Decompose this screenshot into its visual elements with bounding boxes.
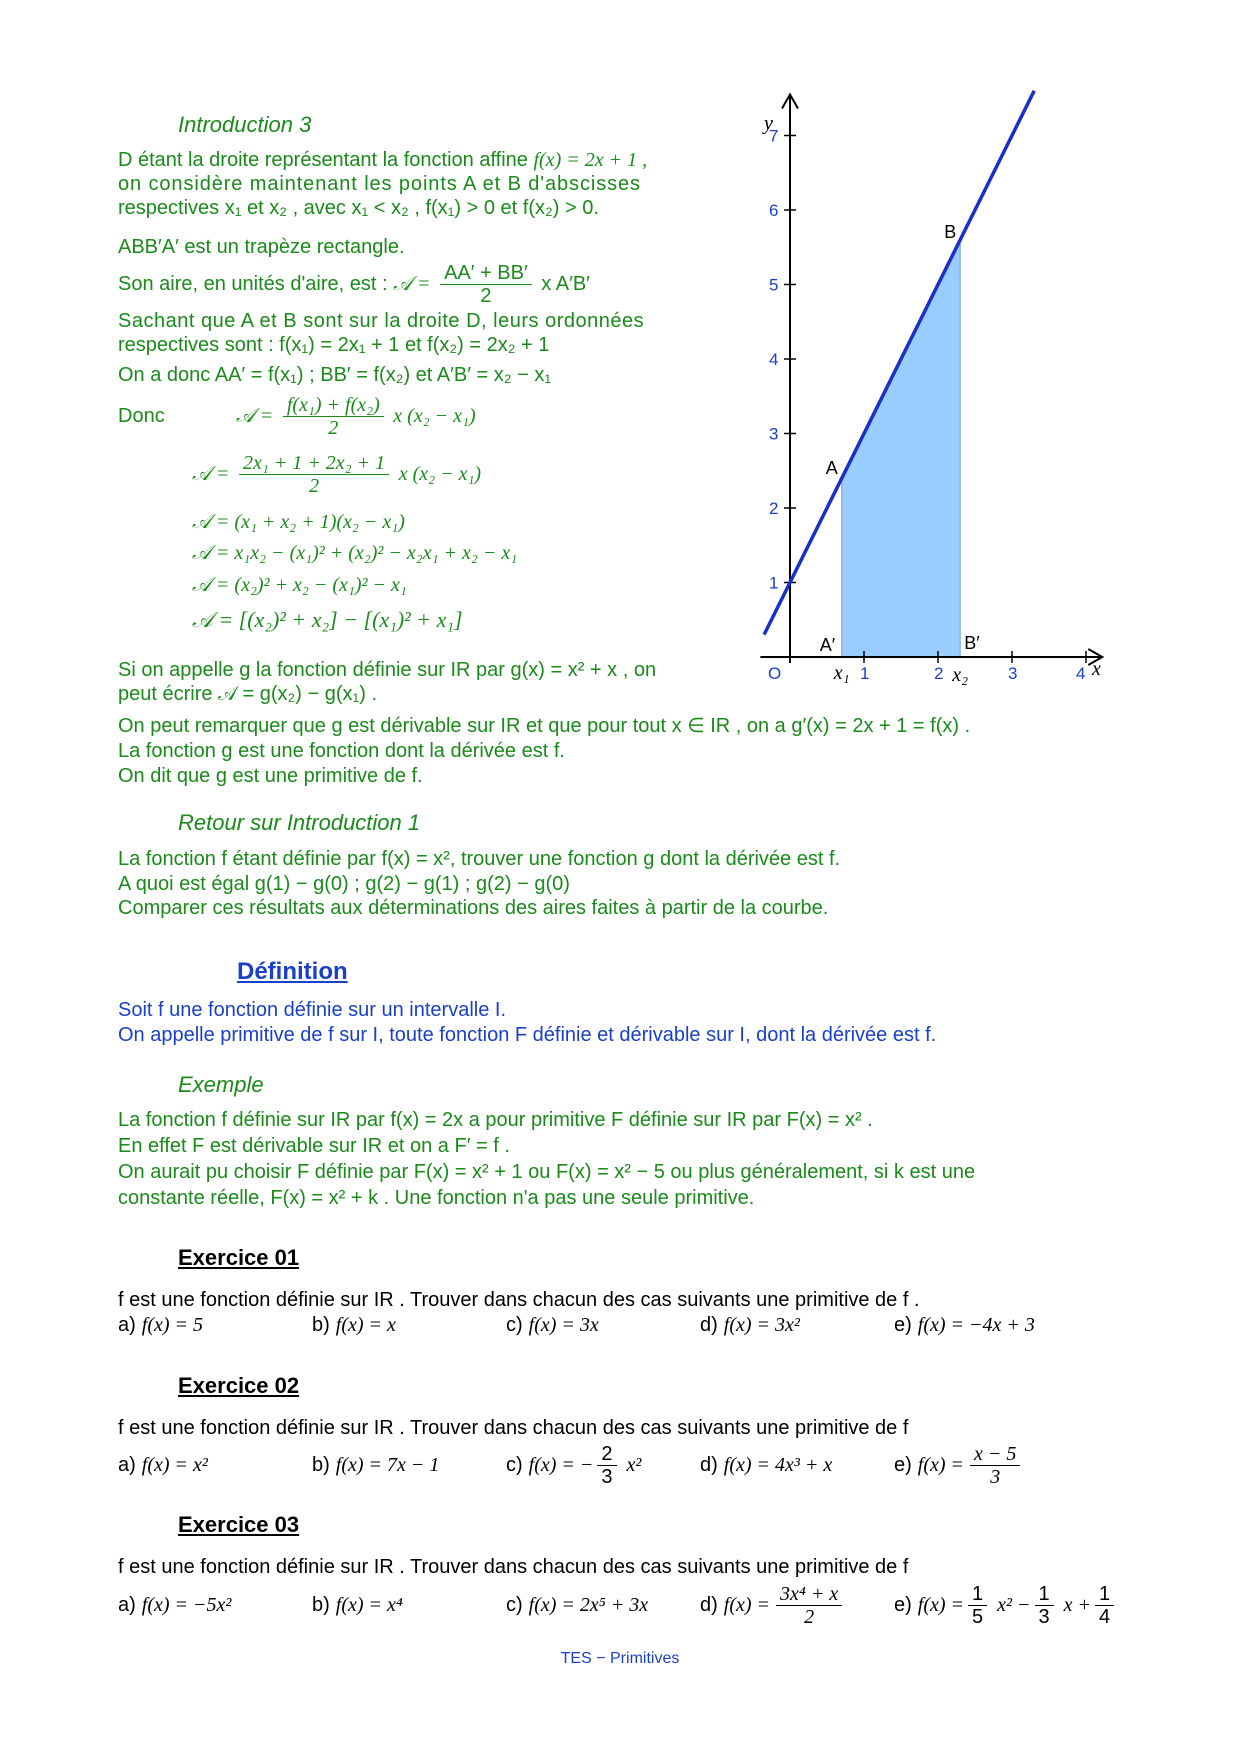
retour-l3: Comparer ces résultats aux déterminations des aires faites à partir de la courbe. bbox=[118, 897, 829, 919]
fraction-denominator: 2 bbox=[804, 1605, 815, 1628]
ex02-item-a bbox=[118, 1440, 312, 1490]
y-ticks bbox=[769, 127, 796, 593]
item-label: b) bbox=[312, 1314, 330, 1336]
fraction-numerator: 2x₁ + 1 + 2x₂ + 1 bbox=[239, 452, 389, 475]
affine-function-graph bbox=[750, 80, 1130, 700]
fraction-numerator: x − 5 bbox=[970, 1443, 1020, 1466]
item-label: a) bbox=[118, 1593, 136, 1616]
ex03-statement: f est une fonction définie sur IR . Trouver dans chacun des cas suivants une primitive de f bbox=[118, 1556, 909, 1578]
intro3-p3-text: Son aire, en unités d'aire, est : bbox=[118, 273, 388, 295]
area-symbol: 𝒜 = bbox=[235, 405, 274, 427]
intro3-eq2 bbox=[192, 450, 481, 498]
point-A-label: A bbox=[825, 458, 838, 479]
ex03-item-b bbox=[312, 1580, 506, 1630]
intro3-area-formula bbox=[118, 262, 590, 307]
point-Bprime-label: B′ bbox=[964, 633, 980, 653]
definition-l1: Soit f une fonction définie sur un intervalle I. bbox=[118, 999, 507, 1021]
ex03-item-c bbox=[506, 1580, 700, 1630]
exemple-l4: constante réelle, F(x) = x² + k . Une fonction n'a pas une seule primitive. bbox=[118, 1187, 755, 1209]
item-expr: f(x) = 2x⁵ + 3x bbox=[528, 1593, 649, 1616]
intro3-p4-line1: Sachant que A et B sont sur la droite D, leurs ordonnées bbox=[118, 310, 645, 332]
y-tick-label: 7 bbox=[769, 126, 779, 146]
item-expr-mid: x² − bbox=[997, 1593, 1031, 1616]
ex01-item-b bbox=[312, 1314, 506, 1337]
ex03-items bbox=[118, 1580, 1138, 1630]
item-expr: f(x) = x⁴ bbox=[335, 1593, 403, 1616]
y-tick-label: 6 bbox=[769, 201, 779, 220]
item-fraction bbox=[970, 1443, 1020, 1488]
intro3-p1-formula: f(x) = 2x + 1 , bbox=[533, 149, 648, 171]
exemple-l1: La fonction f définie sur IR par f(x) = 2x a pour primitive F définie sur IR par F(x) = x² . bbox=[118, 1109, 873, 1131]
ex01-items bbox=[118, 1314, 1138, 1337]
ex02-title: Exercice 02 bbox=[178, 1373, 300, 1398]
ex01-item-d bbox=[700, 1314, 894, 1337]
footer: TES − Primitives bbox=[560, 1650, 680, 1667]
point-B-label: B bbox=[944, 221, 957, 242]
item-expr: f(x) = bbox=[917, 1593, 965, 1616]
item-label: d) bbox=[700, 1314, 718, 1336]
x-tick-label: 3 bbox=[1008, 664, 1018, 683]
item-expr: f(x) = −5x² bbox=[141, 1593, 232, 1616]
fraction-numerator: 1 bbox=[968, 1583, 987, 1606]
fraction-denominator: 3 bbox=[990, 1465, 1001, 1488]
intro3-p5: On a donc AA′ = f(x₁) ; BB′ = f(x₂) et A′B′ = x₂ − x₁ bbox=[118, 364, 552, 386]
x-tick-label: 1 bbox=[860, 664, 870, 683]
intro3-p6-line2: peut écrire 𝒜 = g(x₂) − g(x₁) . bbox=[118, 683, 378, 705]
y-tick-label: 1 bbox=[769, 573, 779, 593]
eq1-fraction bbox=[283, 394, 384, 439]
fraction-numerator: 3x⁴ + x bbox=[776, 1583, 842, 1606]
eq2-fraction bbox=[239, 452, 389, 497]
intro3-eq5: 𝒜 = (x₂)² + x₂ − (x₁)² − x₁ bbox=[192, 574, 407, 596]
fraction-denominator: 5 bbox=[972, 1605, 984, 1628]
item-label: d) bbox=[700, 1453, 718, 1476]
item-expr-tail: x² bbox=[626, 1453, 642, 1476]
ex01-title: Exercice 01 bbox=[178, 1245, 300, 1270]
exemple-title: Exemple bbox=[178, 1072, 264, 1097]
y-axis-label: y bbox=[764, 112, 773, 135]
item-fraction bbox=[1035, 1583, 1054, 1628]
trapezoid-area bbox=[842, 240, 960, 657]
item-fraction bbox=[597, 1443, 616, 1488]
item-expr: f(x) = −4x + 3 bbox=[917, 1314, 1035, 1336]
item-fraction bbox=[1095, 1583, 1114, 1628]
intro3-title: Introduction 3 bbox=[178, 112, 312, 137]
area-symbol: 𝒜 = bbox=[192, 463, 230, 485]
fraction-numerator: 1 bbox=[1095, 1583, 1114, 1606]
item-label: a) bbox=[118, 1314, 136, 1336]
intro3-eq3: 𝒜 = (x₁ + x₂ + 1)(x₂ − x₁) bbox=[192, 511, 405, 533]
ex01-item-c bbox=[506, 1314, 700, 1337]
intro3-p4-line2: respectives sont : f(x₁) = 2x₁ + 1 et f(x₂) = 2x₂ + 1 bbox=[118, 334, 550, 356]
item-expr: f(x) = 7x − 1 bbox=[335, 1453, 440, 1476]
ex02-item-d bbox=[700, 1440, 894, 1490]
fraction-denominator: 2 bbox=[328, 417, 339, 440]
item-expr: f(x) = 3x bbox=[528, 1314, 599, 1336]
fraction-denominator: 2 bbox=[309, 475, 320, 498]
intro3-p2: ABB′A′ est un trapèze rectangle. bbox=[118, 236, 405, 258]
x2-label: x₂ bbox=[952, 664, 969, 686]
fraction-denominator: 2 bbox=[480, 285, 492, 308]
intro3-p9: On dit que g est une primitive de f. bbox=[118, 765, 423, 787]
definition-l2: On appelle primitive de f sur I, toute fonction F définie et dérivable sur I, dont la dérivée est f. bbox=[118, 1024, 937, 1046]
retour-title: Retour sur Introduction 1 bbox=[178, 810, 421, 835]
retour-l2: A quoi est égal g(1) − g(0) ; g(2) − g(1) ; g(2) − g(0) bbox=[118, 873, 570, 895]
area-symbol: 𝒜 = bbox=[393, 273, 431, 295]
intro3-eq1 bbox=[118, 392, 476, 440]
eq1-right: x (x₂ − x₁) bbox=[393, 405, 476, 427]
item-expr-mid: x + bbox=[1063, 1593, 1092, 1616]
fraction-numerator: AA′ + BB′ bbox=[440, 262, 532, 285]
ex02-statement: f est une fonction définie sur IR . Trouver dans chacun des cas suivants une primitive de f bbox=[118, 1417, 909, 1439]
definition-title: Définition bbox=[237, 958, 348, 985]
intro3-p8: La fonction g est une fonction dont la dérivée est f. bbox=[118, 740, 565, 762]
fraction-numerator: 1 bbox=[1035, 1583, 1054, 1606]
intro3-p1-text: D étant la droite représentant la fonction affine bbox=[118, 149, 528, 171]
ex03-item-e bbox=[894, 1580, 1134, 1630]
ex02-item-c bbox=[506, 1440, 700, 1490]
item-label: d) bbox=[700, 1593, 718, 1616]
intro3-eq6: 𝒜 = [(x₂)² + x₂] − [(x₁)² + x₁] bbox=[192, 607, 463, 632]
item-fraction bbox=[776, 1583, 842, 1628]
point-Aprime-label: A′ bbox=[819, 635, 836, 655]
item-expr: f(x) = x² bbox=[141, 1453, 208, 1476]
intro3-p1-line3: respectives x₁ et x₂ , avec x₁ < x₂ , f(x₁) > 0 et f(x₂) > 0. bbox=[118, 197, 599, 219]
intro3-p6-line1: Si on appelle g la fonction définie sur IR par g(x) = x² + x , on bbox=[118, 659, 657, 681]
ex02-item-e bbox=[894, 1440, 1088, 1490]
fraction-denominator: 4 bbox=[1099, 1605, 1111, 1628]
fraction-denominator: 3 bbox=[1038, 1605, 1050, 1628]
ex03-item-d bbox=[700, 1580, 894, 1630]
ex03-item-a bbox=[118, 1580, 312, 1630]
ex01-item-e bbox=[894, 1314, 1088, 1337]
fraction-numerator: 2 bbox=[597, 1443, 616, 1466]
item-label: c) bbox=[506, 1314, 523, 1336]
y-tick-label: 4 bbox=[769, 350, 779, 369]
exemple-l2: En effet F est dérivable sur IR et on a F′ = f . bbox=[118, 1135, 510, 1157]
item-expr: f(x) = bbox=[723, 1593, 771, 1616]
item-label: a) bbox=[118, 1453, 136, 1476]
item-expr: f(x) = 5 bbox=[141, 1314, 204, 1336]
item-expr: f(x) = 3x² bbox=[723, 1314, 800, 1336]
item-fraction bbox=[968, 1583, 987, 1628]
item-label: c) bbox=[506, 1453, 523, 1476]
x-axis-label: x bbox=[1092, 658, 1101, 680]
origin-label: O bbox=[768, 664, 782, 683]
ex01-statement: f est une fonction définie sur IR . Trouver dans chacun des cas suivants une primitive de f . bbox=[118, 1289, 920, 1311]
item-expr: f(x) = x bbox=[335, 1314, 396, 1336]
item-label: e) bbox=[894, 1314, 912, 1336]
intro3-p1-line1 bbox=[118, 148, 647, 172]
item-expr: f(x) = bbox=[917, 1453, 965, 1476]
fraction-numerator: f(x₁) + f(x₂) bbox=[283, 394, 384, 417]
intro3-eq4: 𝒜 = x₁x₂ − (x₁)² + (x₂)² − x₂x₁ + x₂ − x₁ bbox=[192, 542, 518, 564]
fraction-denominator: 3 bbox=[601, 1465, 613, 1488]
donc-label: Donc bbox=[118, 405, 165, 427]
intro3-p1-line2: on considère maintenant les points A et B d'abscisses bbox=[118, 173, 641, 195]
x1-label: x₁ bbox=[833, 662, 850, 684]
ex03-title: Exercice 03 bbox=[178, 1512, 300, 1537]
intro3-p3-tail: x A′B′ bbox=[541, 273, 590, 295]
item-label: e) bbox=[894, 1453, 912, 1476]
x-tick-label: 2 bbox=[934, 664, 944, 683]
area-fraction bbox=[440, 262, 532, 307]
eq2-right: x (x₂ − x₁) bbox=[398, 463, 482, 485]
ex01-item-a bbox=[118, 1314, 312, 1337]
item-label: e) bbox=[894, 1593, 912, 1616]
intro3-p7: On peut remarquer que g est dérivable sur IR et que pour tout x ∈ IR , on a g′(x) = 2x + 1 = f(x) . bbox=[118, 715, 971, 737]
retour-l1: La fonction f étant définie par f(x) = x², trouver une fonction g dont la dérivée est f. bbox=[118, 848, 841, 870]
ex02-item-b bbox=[312, 1440, 506, 1490]
item-expr: f(x) = 4x³ + x bbox=[723, 1453, 833, 1476]
ex02-items bbox=[118, 1440, 1138, 1490]
exemple-l3: On aurait pu choisir F définie par F(x) = x² + 1 ou F(x) = x² − 5 ou plus généralement, si k est une bbox=[118, 1161, 976, 1183]
item-label: b) bbox=[312, 1453, 330, 1476]
item-expr: f(x) = − bbox=[528, 1453, 594, 1476]
item-label: b) bbox=[312, 1593, 330, 1616]
x-tick-label: 4 bbox=[1076, 664, 1086, 683]
y-tick-label: 2 bbox=[769, 499, 779, 518]
item-label: c) bbox=[506, 1593, 523, 1616]
y-tick-label: 5 bbox=[769, 275, 779, 295]
y-tick-label: 3 bbox=[769, 424, 779, 444]
